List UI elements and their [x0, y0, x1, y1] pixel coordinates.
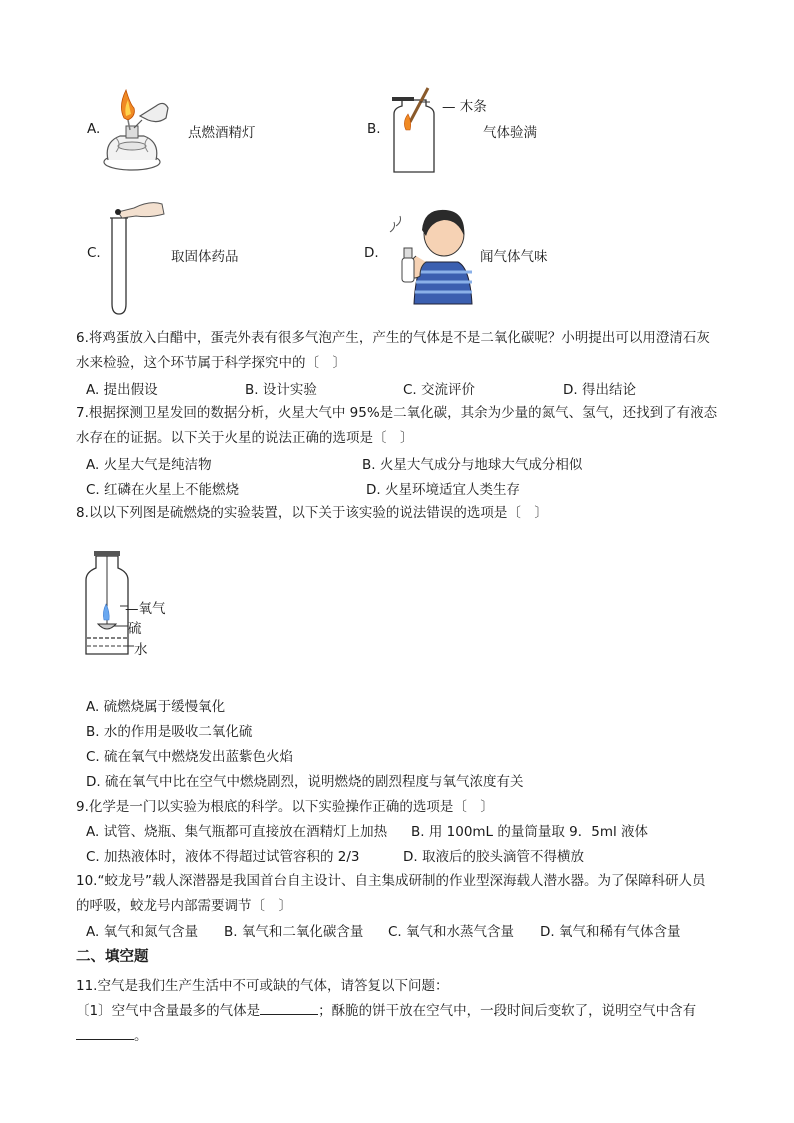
q7-option-c: C. 红磷在火星上不能燃烧: [86, 482, 240, 498]
diagram-label-oxygen: —氧气: [125, 601, 166, 617]
q7-option-a: A. 火星大气是纯洁物: [86, 457, 212, 473]
q9-option-c: C. 加热液体时，液体不得超过试管容积的 2/3: [86, 849, 360, 865]
q6-option-d: D. 得出结论: [563, 382, 636, 398]
option-a-letter: A.: [87, 121, 101, 137]
question-11-stem: 11.空气是我们生产生活中不可或缺的气体，请答复以下问题：: [76, 978, 449, 994]
question-7-stem: 7.根据探测卫星发回的数据分析，火星大气中 95%是二氧化碳，其余为少量的氮气、氢气，还找到了有液态水存在的证据。以下关于火星的说法正确的选项是〔 〕: [76, 405, 718, 446]
test-tube-solid-reagent-illustration: [104, 196, 168, 318]
q10-option-c: C. 氧气和水蒸气含量: [388, 924, 515, 940]
alcohol-lamp-lighting-illustration: [98, 86, 180, 174]
diagram-label-sulfur: 硫: [128, 621, 142, 637]
answer-blank-1[interactable]: [260, 1000, 318, 1015]
question-8-stem: 8.以以下列图是硫燃烧的实验装置，以下关于该实验的说法错误的选项是〔 〕: [76, 505, 548, 521]
q9-option-a: A. 试管、烧瓶、集气瓶都可直接放在酒精灯上加热: [86, 824, 388, 840]
q10-option-d: D. 氧气和稀有气体含量: [540, 924, 681, 940]
stick-label: — 木条: [442, 99, 487, 115]
q8-option-d: D. 硫在氧气中比在空气中燃烧剧烈，说明燃烧的剧烈程度与氧气浓度有关: [86, 774, 524, 790]
option-c-caption: 取固体药品: [171, 249, 239, 265]
q8-option-a: A. 硫燃烧属于缓慢氧化: [86, 699, 226, 715]
q11-part1-text-c: 。: [134, 1028, 148, 1044]
option-d-letter: D.: [364, 245, 379, 261]
option-b-caption: 气体验满: [483, 125, 537, 141]
section-title: 二、填空题: [76, 949, 149, 965]
q11-part1-text-a: 〔1〕空气中含量最多的气体是: [76, 1003, 261, 1019]
q6-option-b: B. 设计实验: [245, 382, 317, 398]
q6-option-c: C. 交流评价: [403, 382, 476, 398]
q7-option-b: B. 火星大气成分与地球大气成分相似: [362, 457, 583, 473]
q10-option-b: B. 氧气和二氧化碳含量: [224, 924, 364, 940]
option-c-letter: C.: [87, 245, 101, 261]
question-6-stem: 6.将鸡蛋放入白醋中，蛋壳外表有很多气泡产生，产生的气体是不是二氧化碳呢？小明提出可以用澄清石灰水来检验，这个环节属于科学探究中的〔 〕: [76, 330, 710, 371]
question-11-part-1: [76, 999, 718, 1049]
q9-option-d: D. 取液后的胶头滴管不得横放: [403, 849, 584, 865]
question-9-stem: 9.化学是一门以实验为根底的科学。以下实验操作正确的选项是〔 〕: [76, 799, 494, 815]
q9-option-b: B. 用 100mL 的量筒量取 9．5ml 液体: [411, 824, 649, 840]
stick-label-text: 木条: [459, 99, 487, 115]
q7-option-d: D. 火星环境适宜人类生存: [366, 482, 520, 498]
diagram-label-water: 水: [134, 642, 148, 658]
q6-option-a: A. 提出假设: [86, 382, 158, 398]
answer-blank-2[interactable]: [76, 1025, 134, 1040]
question-10-stem: 10.“蛟龙号”载人深潜器是我国首台自主设计、自主集成研制的作业型深海载人潜水器。为了保障科研人员的呼吸，蛟龙号内部需要调节〔 〕: [76, 873, 706, 914]
q8-option-c: C. 硫在氧气中燃烧发出蓝紫色火焰: [86, 749, 294, 765]
option-a-caption: 点燃酒精灯: [188, 125, 256, 141]
option-d-caption: 闻气体气味: [480, 249, 548, 265]
q11-part1-text-b: ；酥脆的饼干放在空气中，一段时间后变软了，说明空气中含有: [318, 1003, 697, 1019]
boy-smelling-gas-illustration: [386, 206, 476, 304]
option-b-letter: B.: [367, 121, 381, 137]
q10-option-a: A. 氧气和氮气含量: [86, 924, 199, 940]
q8-option-b: B. 水的作用是吸收二氧化硫: [86, 724, 253, 740]
